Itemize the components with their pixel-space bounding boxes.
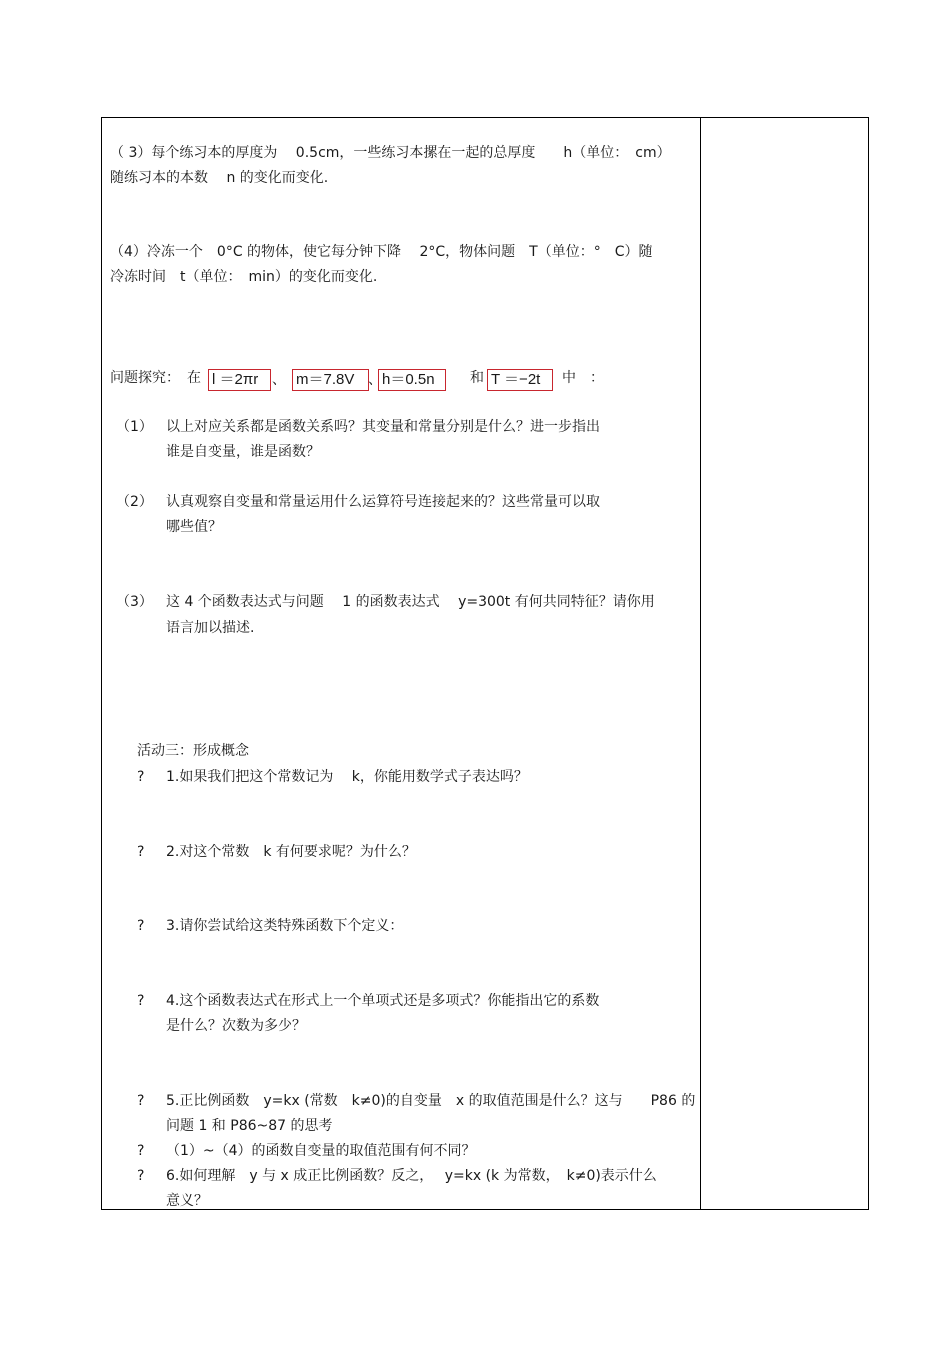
explore-suffix: 中 ： <box>562 370 604 386</box>
concept-q6-line2: 意义？ <box>166 1193 208 1209</box>
explore-prefix: 问题探究： 在 <box>110 370 201 386</box>
item3-num: （3） <box>116 594 153 610</box>
concept-q6-line1: 6.如何理解 y 与 x 成正比例函数？反之， y=kx (k 为常数， k≠0)表示什么 <box>166 1168 657 1184</box>
concept-q5-line1: 5.正比例函数 y=kx (常数 k≠0)的自变量 x 的取值范围是什么？这与 P86 的 <box>166 1093 696 1109</box>
formula-box-temperature: T ＝−2t <box>487 369 553 391</box>
concept-q3: 3.请你尝试给这类特殊函数下个定义： <box>166 918 404 934</box>
concept-q4-line2: 是什么？次数为多少？ <box>166 1018 306 1034</box>
item3-line2: 语言加以描述. <box>166 620 255 636</box>
bullet: ? <box>137 1168 145 1184</box>
q3-line1: （ 3）每个练习本的厚度为 0.5cm，一些练习本摞在一起的总厚度 h（单位： cm） <box>110 145 671 161</box>
concept-q5-line2: 问题 1 和 P86~87 的思考 <box>166 1118 333 1134</box>
bullet: ? <box>137 769 145 785</box>
bullet: ? <box>137 1093 145 1109</box>
item2-line1: 认真观察自变量和常量运用什么运算符号连接起来的？这些常量可以取 <box>166 494 600 510</box>
q4-line2: 冷冻时间 t（单位： min）的变化而变化. <box>110 269 378 285</box>
separator: 、 <box>368 372 382 388</box>
and-label: 和 <box>470 370 484 386</box>
concept-q2: 2.对这个常数 k 有何要求呢？为什么？ <box>166 844 416 860</box>
concept-q1: 1.如果我们把这个常数记为 k，你能用数学式子表达吗？ <box>166 769 528 785</box>
bullet: ? <box>137 844 145 860</box>
item1-line1: 以上对应关系都是函数关系吗？其变量和常量分别是什么？进一步指出 <box>166 419 600 435</box>
item3-line1: 这 4 个函数表达式与问题 1 的函数表达式 y=300t 有何共同特征？请你用 <box>166 594 655 610</box>
formula-box-circumference: l ＝2πr <box>208 369 271 391</box>
concept-q5-line3: （1）~（4）的函数自变量的取值范围有何不同？ <box>166 1143 476 1159</box>
q4-line1: （4）冷冻一个 0°C 的物体，使它每分钟下降 2°C，物体问题 T（单位：° C）随 <box>110 244 653 260</box>
bullet: ? <box>137 918 145 934</box>
activity-title: 活动三：形成概念 <box>137 743 249 759</box>
q3-line2: 随练习本的本数 n 的变化而变化. <box>110 170 329 186</box>
item1-line2: 谁是自变量，谁是函数？ <box>166 444 320 460</box>
separator: 、 <box>272 372 286 388</box>
formula-box-height: h＝0.5n <box>378 369 446 391</box>
formula-box-mass: m＝7.8V <box>292 369 369 391</box>
item2-line2: 哪些值？ <box>166 519 222 535</box>
bullet: ? <box>137 993 145 1009</box>
item2-num: （2） <box>116 494 153 510</box>
bullet: ? <box>137 1143 145 1159</box>
concept-q4-line1: 4.这个函数表达式在形式上一个单项式还是多项式？你能指出它的系数 <box>166 993 600 1009</box>
column-divider <box>700 117 701 1210</box>
item1-num: （1） <box>116 419 153 435</box>
